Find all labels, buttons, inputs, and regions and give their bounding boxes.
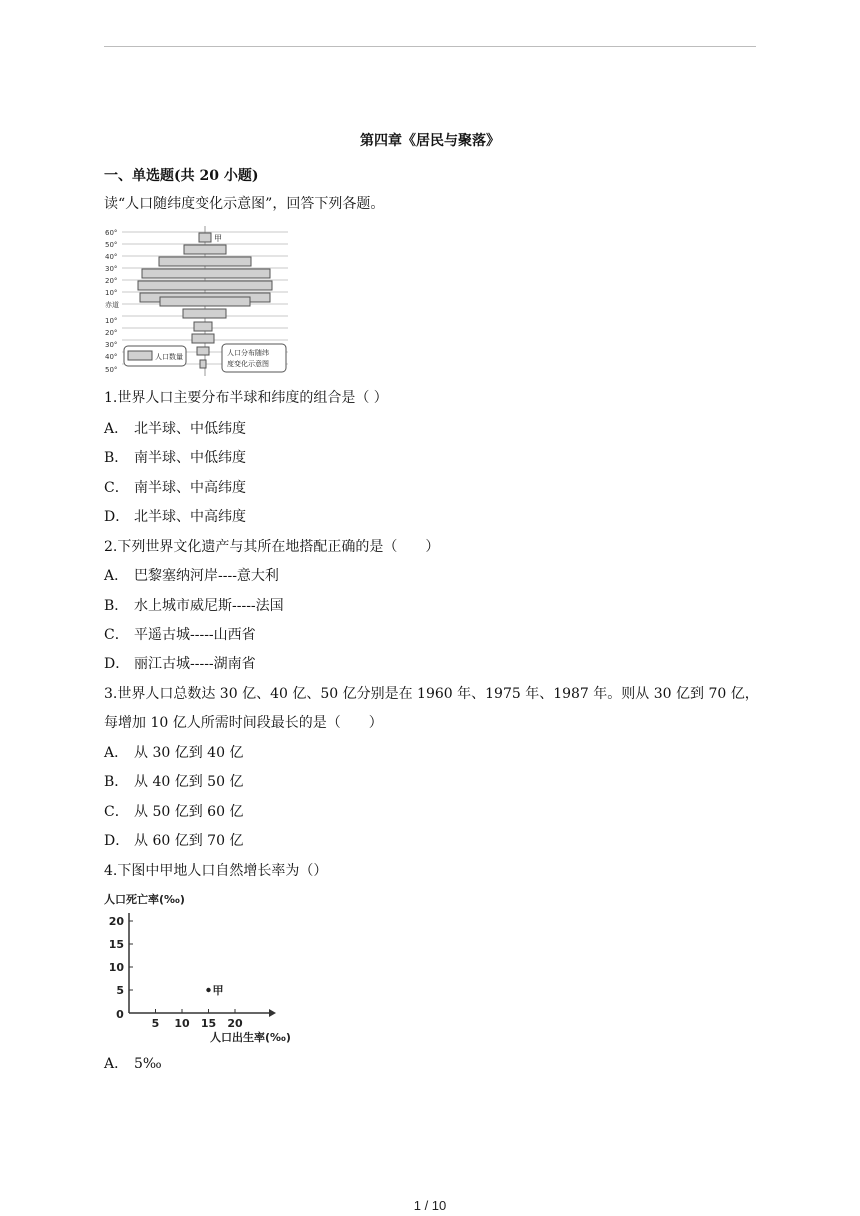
option-key: A． xyxy=(104,568,129,584)
document-title: 第四章《居民与聚落》 xyxy=(360,133,500,149)
option-text: 南半球、中低纬度 xyxy=(134,450,246,466)
q1-option-a[interactable] xyxy=(104,420,246,438)
x-tick-label: 10 xyxy=(174,1017,190,1030)
lat-label: 50° xyxy=(105,366,118,374)
option-key: D． xyxy=(104,656,130,672)
option-text: 平遥古城-----山西省 xyxy=(134,627,256,643)
lat-label: 40° xyxy=(105,253,118,261)
option-text: 水上城市威尼斯-----法国 xyxy=(134,598,284,614)
option-text: 5‰ xyxy=(134,1056,162,1072)
y-tick-label: 20 xyxy=(108,915,124,928)
q3-option-a[interactable] xyxy=(104,744,243,762)
lat-label: 60° xyxy=(105,229,118,237)
bar-40s xyxy=(197,347,209,355)
population-latitude-figure xyxy=(104,222,290,380)
q1-option-b[interactable] xyxy=(104,449,246,467)
q2-option-b[interactable] xyxy=(104,597,284,615)
section-heading: 一、单选题(共 20 小题) xyxy=(104,168,259,184)
bar-20s xyxy=(194,322,212,331)
bar-20n xyxy=(138,281,272,290)
option-key: D． xyxy=(104,509,130,525)
birth-death-rate-chart xyxy=(104,887,304,1047)
q4-option-a[interactable] xyxy=(104,1055,162,1073)
q2-option-c[interactable] xyxy=(104,626,256,644)
marker-jia: 甲 xyxy=(214,234,222,243)
legend-swatch xyxy=(128,351,152,360)
lat-label: 20° xyxy=(105,277,118,285)
option-key: D． xyxy=(104,833,130,849)
option-key: C． xyxy=(104,480,129,496)
lat-label: 40° xyxy=(105,353,118,361)
y-tick-label: 5 xyxy=(116,984,124,997)
option-key: B． xyxy=(104,774,129,790)
reading-intro: 读“人口随纬度变化示意图”，回答下列各题。 xyxy=(104,196,385,212)
option-text: 巴黎塞纳河岸----意大利 xyxy=(134,568,279,584)
q3-option-c[interactable] xyxy=(104,803,243,821)
bar-40n xyxy=(159,257,251,266)
option-key: B． xyxy=(104,598,129,614)
question-3-stem: 3.世界人口总数达 30 亿、40 亿、50 亿分别是在 1960 年、1975 年、1987 年。则从 30 亿到 70 亿， xyxy=(104,686,759,702)
q3-option-b[interactable] xyxy=(104,773,243,791)
question-4-stem: 4.下图中甲地人口自然增长率为（） xyxy=(104,863,328,879)
x-axis-arrow xyxy=(269,1009,276,1017)
bar-10s xyxy=(183,309,226,318)
option-text: 从 60 亿到 70 亿 xyxy=(134,833,244,849)
lat-label: 50° xyxy=(105,241,118,249)
lat-label: 20° xyxy=(105,329,118,337)
option-text: 南半球、中高纬度 xyxy=(134,480,246,496)
y-axis-title: 人口死亡率(‰) xyxy=(104,893,185,906)
header-rule xyxy=(104,46,756,47)
origin-label: 0 xyxy=(116,1008,124,1021)
q1-option-c[interactable] xyxy=(104,479,246,497)
option-text: 从 50 亿到 60 亿 xyxy=(134,804,244,820)
legend-right-line1: 人口分布随纬 xyxy=(227,349,269,357)
question-1-stem: 1.世界人口主要分布半球和纬度的组合是（ ） xyxy=(104,390,388,406)
question-2-stem: 2.下列世界文化遗产与其所在地搭配正确的是（ ） xyxy=(104,539,440,555)
lat-label: 30° xyxy=(105,341,118,349)
bar-30n xyxy=(142,269,270,278)
option-key: A． xyxy=(104,421,129,437)
legend-right-line2: 度变化示意图 xyxy=(227,360,269,368)
option-key: B． xyxy=(104,450,129,466)
q3-option-d[interactable] xyxy=(104,832,243,850)
y-tick-label: 15 xyxy=(108,938,124,951)
option-text: 丽江古城-----湖南省 xyxy=(134,656,256,672)
option-text: 北半球、中高纬度 xyxy=(134,509,246,525)
x-axis-title: 人口出生率(‰) xyxy=(210,1031,291,1044)
option-key: C． xyxy=(104,627,129,643)
bar-50n xyxy=(184,245,226,254)
x-tick-label: 15 xyxy=(200,1017,217,1030)
bar-50s xyxy=(200,360,206,368)
lat-label: 30° xyxy=(105,265,118,273)
data-point xyxy=(206,988,210,992)
bar-30s xyxy=(192,334,214,343)
q2-option-d[interactable] xyxy=(104,655,256,673)
option-text: 从 30 亿到 40 亿 xyxy=(134,745,244,761)
legend-left-label: 人口数量 xyxy=(155,353,183,361)
lat-label: 10° xyxy=(105,289,118,297)
option-key: C． xyxy=(104,804,129,820)
option-key: A． xyxy=(104,1056,129,1072)
data-point-label: 甲 xyxy=(212,984,224,997)
question-3-stem-cont: 每增加 10 亿人所需时间段最长的是（ ） xyxy=(104,715,383,731)
page-number: 1 / 10 xyxy=(413,1198,447,1213)
q2-option-a[interactable] xyxy=(104,567,279,585)
option-text: 北半球、中低纬度 xyxy=(134,421,246,437)
lat-label: 赤道 xyxy=(105,301,119,309)
q1-option-d[interactable] xyxy=(104,508,246,526)
option-key: A． xyxy=(104,745,129,761)
x-tick-label: 5 xyxy=(151,1017,160,1030)
x-tick-label: 20 xyxy=(227,1017,243,1030)
lat-label: 10° xyxy=(105,317,118,325)
y-tick-label: 10 xyxy=(108,961,124,974)
bar-60n xyxy=(199,233,211,242)
option-text: 从 40 亿到 50 亿 xyxy=(134,774,244,790)
bar-equator xyxy=(160,297,250,306)
